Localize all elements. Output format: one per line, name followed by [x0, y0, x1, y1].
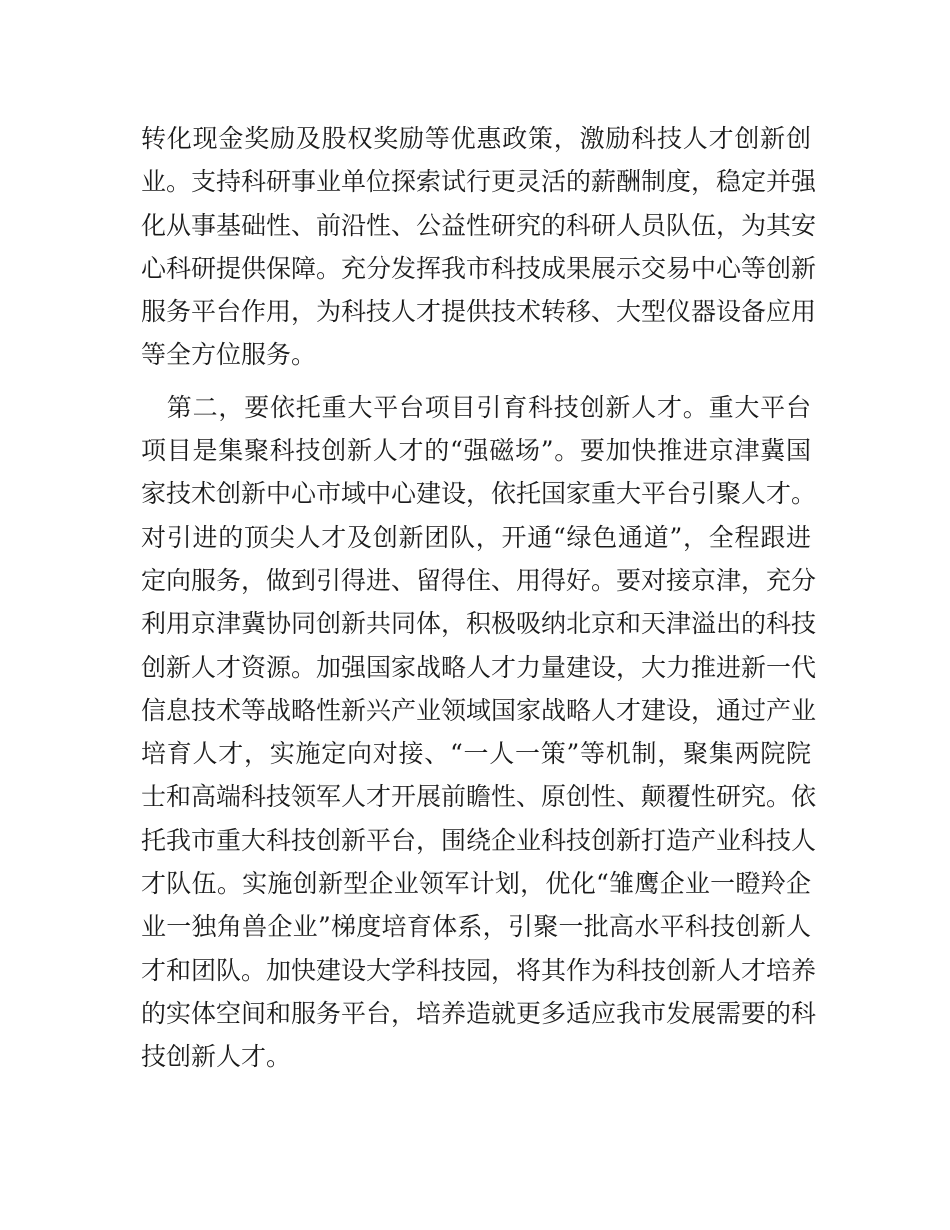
text-line: 培育人才，实施定向对接、“一人一策”等机制，聚集两院院 [141, 739, 811, 769]
text-line: 家技术创新中心市域中心建设，依托国家重大平台引聚人才。 [141, 479, 817, 509]
text-line: 业。支持科研事业单位探索试行更灵活的薪酬制度，稳定并强 [141, 167, 817, 197]
text-line: 对引进的顶尖人才及创新团队，开通“绿色通道”，全程跟进 [141, 522, 811, 552]
text-line: 利用京津冀协同创新共同体，积极吸纳北京和天津溢出的科技 [141, 609, 817, 639]
text-line: 转化现金奖励及股权奖励等优惠政策，激励科技人才创新创 [141, 124, 811, 153]
paragraph-2 [141, 386, 817, 1079]
paragraph-gap [141, 377, 811, 386]
text-line: 的实体空间和服务平台，培养造就更多适应我市发展需要的科 [141, 998, 817, 1028]
text-line: 才队伍。实施创新型企业领军计划，优化“雏鹰企业一瞪羚企 [141, 869, 811, 899]
text-line: 士和高端科技领军人才开展前瞻性、原创性、颠覆性研究。依 [141, 782, 817, 812]
text-line: 服务平台作用，为科技人才提供技术转移、大型仪器设备应用 [141, 297, 817, 327]
text-line: 项目是集聚科技创新人才的“强磁场”。要加快推进京津冀国 [141, 436, 811, 466]
text-line: 业一独角兽企业”梯度培育体系，引聚一批高水平科技创新人 [141, 912, 811, 942]
document-body [141, 117, 817, 1079]
text-line: 技创新人才。 [141, 1042, 292, 1072]
text-line: 心科研提供保障。充分发挥我市科技成果展示交易中心等创新 [141, 253, 817, 283]
text-line: 托我市重大科技创新平台，围绕企业科技创新打造产业科技人 [141, 825, 817, 855]
text-line: 才和团队。加快建设大学科技园，将其作为科技创新人才培养 [141, 955, 817, 985]
paragraph-1 [141, 117, 817, 377]
text-line: 定向服务，做到引得进、留得住、用得好。要对接京津，充分 [141, 565, 817, 595]
text-line: 等全方位服务。 [141, 340, 317, 370]
text-line: 第二，要依托重大平台项目引育科技创新人才。重大平台 [141, 392, 811, 422]
text-line: 信息技术等战略性新兴产业领域国家战略人才建设，通过产业 [141, 695, 817, 725]
text-line: 创新人才资源。加强国家战略人才力量建设，大力推进新一代 [141, 652, 817, 682]
text-line: 化从事基础性、前沿性、公益性研究的科研人员队伍，为其安 [141, 210, 817, 240]
